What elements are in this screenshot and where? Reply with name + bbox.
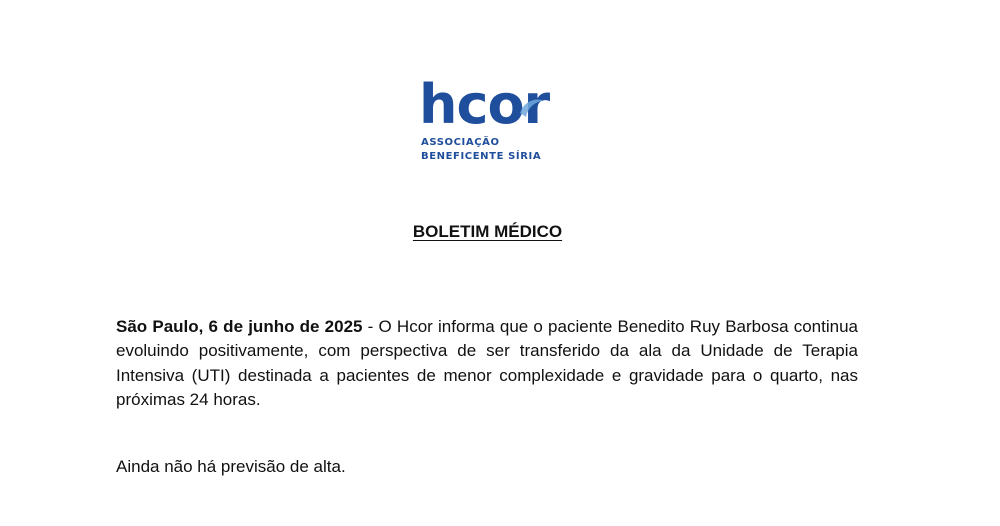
logo-swirl-icon: [514, 89, 548, 123]
logo-subtitle-line1: ASSOCIAÇÃO: [421, 137, 500, 148]
document-title: BOLETIM MÉDICO: [412, 222, 563, 241]
logo-subtitle-line2: BENEFICENTE SÍRIA: [421, 151, 542, 162]
logo-wordmark: hcor: [419, 73, 550, 136]
dateline: São Paulo, 6 de junho de 2025: [116, 317, 363, 336]
bulletin-paragraph: [116, 315, 858, 412]
closing-statement: Ainda não há previsão de alta.: [116, 457, 346, 476]
bulletin-body-text: - O Hcor informa que o paciente Benedito Ruy Barbosa continua evoluindo positivamente, com perspectiva de ser transferido da ala da Unidade de Terapia Intensiva (UTI) destinada a pacientes de menor complexidade e gravidade para o quarto, nas próximas 24 horas.: [116, 317, 858, 409]
hcor-logo: [419, 73, 579, 168]
